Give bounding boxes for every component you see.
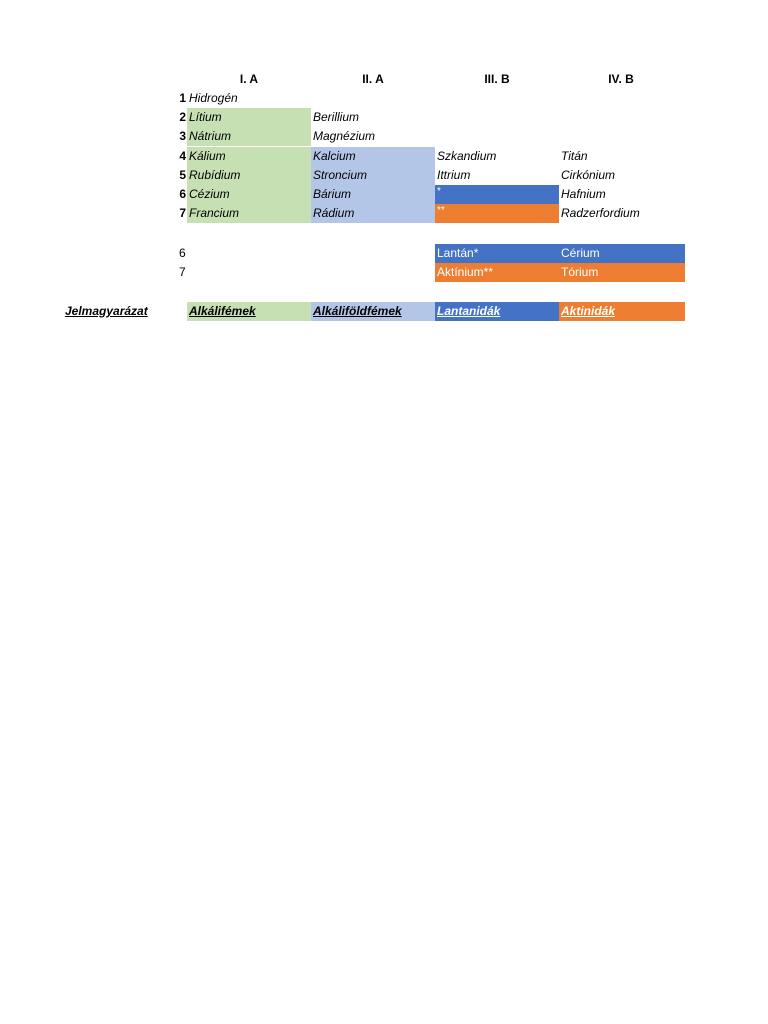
element-cell: Hidrogén	[189, 91, 238, 105]
legend-actinides: Aktinidák	[559, 302, 685, 321]
element-cell-alkaline-earth: Stroncium	[311, 166, 435, 185]
column-header-1a: I. A	[239, 72, 259, 86]
legend-alkali-metals: Alkálifémek	[187, 302, 311, 321]
sub-period-number: 6	[179, 246, 186, 260]
period-number: 2	[179, 110, 186, 124]
element-cell: Radzerfordium	[561, 206, 640, 220]
element-cell: Hafnium	[561, 187, 606, 201]
period-number: 5	[179, 168, 186, 182]
element-cell: Cirkónium	[561, 168, 616, 182]
column-header-2a: II. A	[362, 72, 384, 86]
element-cell-alkaline-earth: Kalcium	[311, 147, 435, 166]
actinide-cell: Tórium	[559, 263, 685, 282]
element-cell-alkaline-earth: Rádium	[311, 204, 435, 223]
element-cell-alkali: Francium	[187, 204, 311, 223]
lanthanide-placeholder-cell: *	[435, 185, 559, 204]
lanthanide-cell: Cérium	[559, 244, 685, 263]
period-number: 4	[179, 149, 186, 163]
period-number: 3	[179, 129, 186, 143]
element-cell: Ittrium	[437, 168, 471, 182]
period-number: 1	[179, 91, 186, 105]
legend-alkaline-earth-metals: Alkáliföldfémek	[311, 302, 435, 321]
legend-title: Jelmagyarázat	[65, 304, 148, 318]
period-number: 7	[179, 206, 186, 220]
column-header-3b: III. B	[484, 72, 510, 86]
element-cell-alkali: Cézium	[187, 185, 311, 204]
lanthanide-cell: Lantán*	[435, 244, 559, 263]
element-cell: Berillium	[313, 110, 360, 124]
column-header-4b: IV. B	[608, 72, 634, 86]
element-cell: Magnézium	[313, 129, 376, 143]
legend-lanthanides: Lantanidák	[435, 302, 559, 321]
sub-period-number: 7	[179, 265, 186, 279]
actinide-cell: Aktínium**	[435, 263, 559, 282]
element-cell: Titán	[561, 149, 588, 163]
element-cell-alkali: Kálium	[187, 147, 311, 166]
element-cell-alkali: Nátrium	[187, 127, 311, 146]
period-number: 6	[179, 187, 186, 201]
actinide-placeholder-cell: **	[435, 204, 559, 223]
element-cell-alkali: Lítium	[187, 108, 311, 127]
element-cell: Szkandium	[437, 149, 497, 163]
element-cell-alkaline-earth: Bárium	[311, 185, 435, 204]
element-cell-alkali: Rubídium	[187, 166, 311, 185]
